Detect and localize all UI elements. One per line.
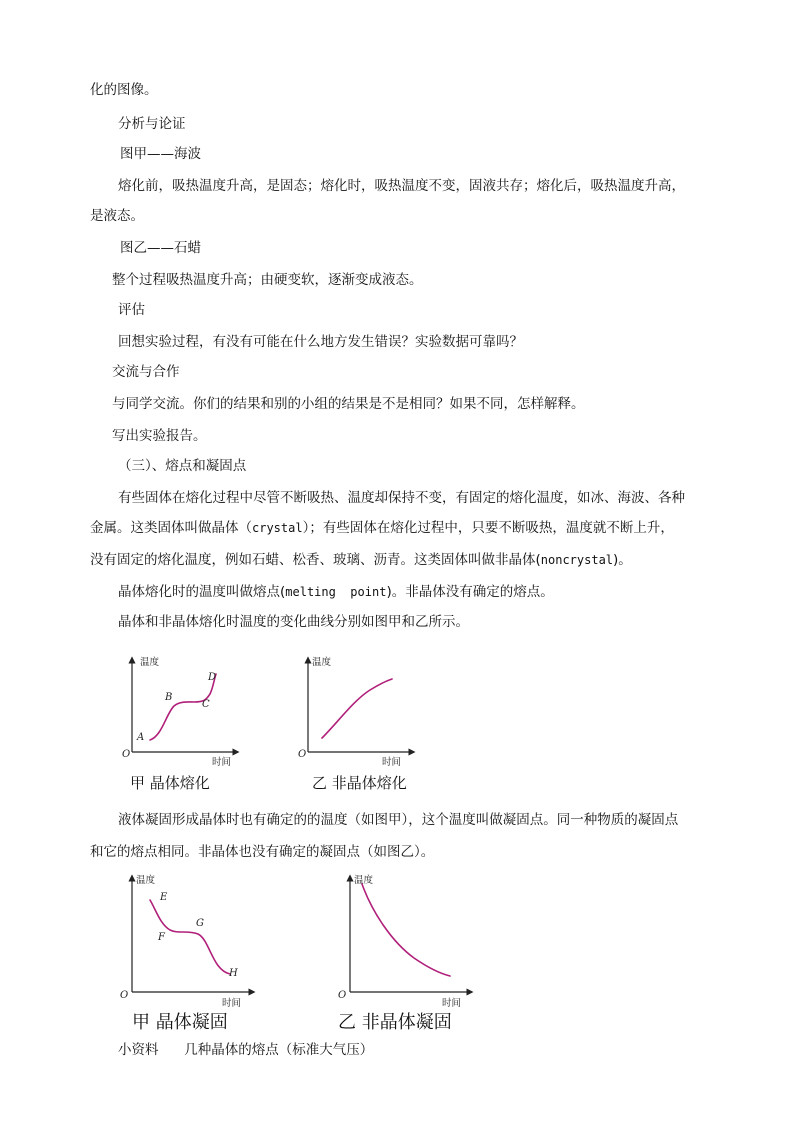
text-line: 整个过程吸热温度升高；由硬变软，逐渐变成液态。 [112, 272, 423, 288]
point-label-a: A [137, 732, 145, 743]
y-axis-label: 温度 [136, 875, 156, 886]
crystal-melting-graph [118, 652, 248, 770]
x-axis-label: 时间 [382, 757, 402, 768]
point-label-d: D [208, 672, 217, 683]
noncrystal-solidification-graph [334, 872, 484, 1012]
caption-crystal-solidification: 甲 晶体凝固 [132, 1012, 228, 1033]
text-line: 化的图像。 [90, 82, 158, 98]
crystal-solidification-graph [114, 872, 264, 1012]
point-label-b: B [165, 692, 173, 703]
point-label-c: C [202, 699, 210, 710]
noncrystal-melting-graph [294, 652, 424, 770]
caption-noncrystal-melting: 乙 非晶体熔化 [312, 774, 407, 792]
figure-noncrystal-melting [294, 652, 424, 770]
text-line: 图乙——石蜡 [120, 240, 201, 256]
text-line: 有些固体在熔化过程中尽管不断吸热、温度却保持不变，有固定的熔化温度，如冰、海波、各种 [118, 490, 685, 506]
point-label-f: F [158, 932, 165, 943]
heading-communication: 交流与合作 [112, 364, 180, 380]
text-line: 晶体和非晶体熔化时温度的变化曲线分别如图甲和乙所示。 [118, 614, 469, 630]
text-line: 液体凝固形成晶体时也有确定的的温度（如图甲），这个温度叫做凝固点。同一种物质的凝固点 [118, 812, 679, 828]
text-line [90, 518, 674, 538]
y-axis-label: 温度 [354, 875, 374, 886]
origin-label: O [122, 749, 131, 760]
text-line: 熔化前，吸热温度升高，是固态；熔化时，吸热温度不变，固液共存；熔化后，吸热温度升高， [118, 178, 685, 194]
x-axis-label: 时间 [222, 998, 242, 1009]
text-line: 与同学交流。你们的结果和别的小组的结果是不是相同？如果不同，怎样解释。 [112, 396, 585, 412]
noncrystal-melting-curve [322, 679, 392, 738]
heading-evaluation: 评估 [118, 302, 145, 318]
text-fragment: 没有固定的熔化温度，例如石蜡、松香、玻璃、沥青。这类固体叫做非晶体( [90, 552, 541, 568]
y-axis-label: 温度 [312, 657, 332, 668]
figure-crystal-solidification [114, 872, 264, 1012]
text-line: 和它的熔点相同。非晶体也没有确定的凝固点（如图乙）。 [90, 844, 435, 860]
term-crystal: crystal [252, 521, 303, 535]
text-line: 图甲——海波 [120, 146, 201, 162]
section-heading: （三）、熔点和凝固点 [118, 458, 247, 474]
text-line: 写出实验报告。 [112, 428, 207, 444]
text-line [118, 582, 554, 602]
text-line [90, 550, 632, 570]
y-axis-label: 温度 [140, 657, 160, 668]
term-noncrystal: noncrystal [540, 553, 614, 567]
figure-noncrystal-solidification [334, 872, 484, 1012]
origin-label: O [298, 749, 307, 760]
noncrystal-solidification-curve [362, 884, 450, 976]
figure-crystal-melting [118, 652, 248, 770]
text-fragment: ）；有些固体在熔化过程中，只要不断吸热，温度就不断上升， [302, 520, 674, 536]
term-melting-point: melting point [285, 585, 387, 599]
text-fragment: 晶体熔化时的温度叫做熔点( [118, 584, 286, 600]
caption-noncrystal-solidification: 乙 非晶体凝固 [338, 1012, 452, 1033]
text-line: 小资料 几种晶体的熔点（标准大气压） [118, 1042, 374, 1058]
x-axis-label: 时间 [212, 757, 232, 768]
point-label-g: G [196, 918, 204, 929]
text-fragment: )。非晶体没有确定的熔点。 [386, 584, 554, 600]
x-axis-label: 时间 [442, 998, 462, 1009]
heading-analysis: 分析与论证 [118, 116, 186, 132]
caption-crystal-melting: 甲 晶体熔化 [130, 774, 210, 792]
text-line: 是液态。 [90, 208, 144, 224]
text-line: 回想实验过程，有没有可能在什么地方发生错误？实验数据可靠吗？ [118, 334, 523, 350]
point-label-e: E [160, 892, 168, 903]
text-fragment: 金属。这类固体叫做晶体（ [90, 520, 252, 536]
origin-label: O [120, 990, 129, 1001]
text-fragment: )。 [613, 552, 632, 568]
origin-label: O [338, 990, 347, 1001]
point-label-h: H [229, 968, 238, 979]
